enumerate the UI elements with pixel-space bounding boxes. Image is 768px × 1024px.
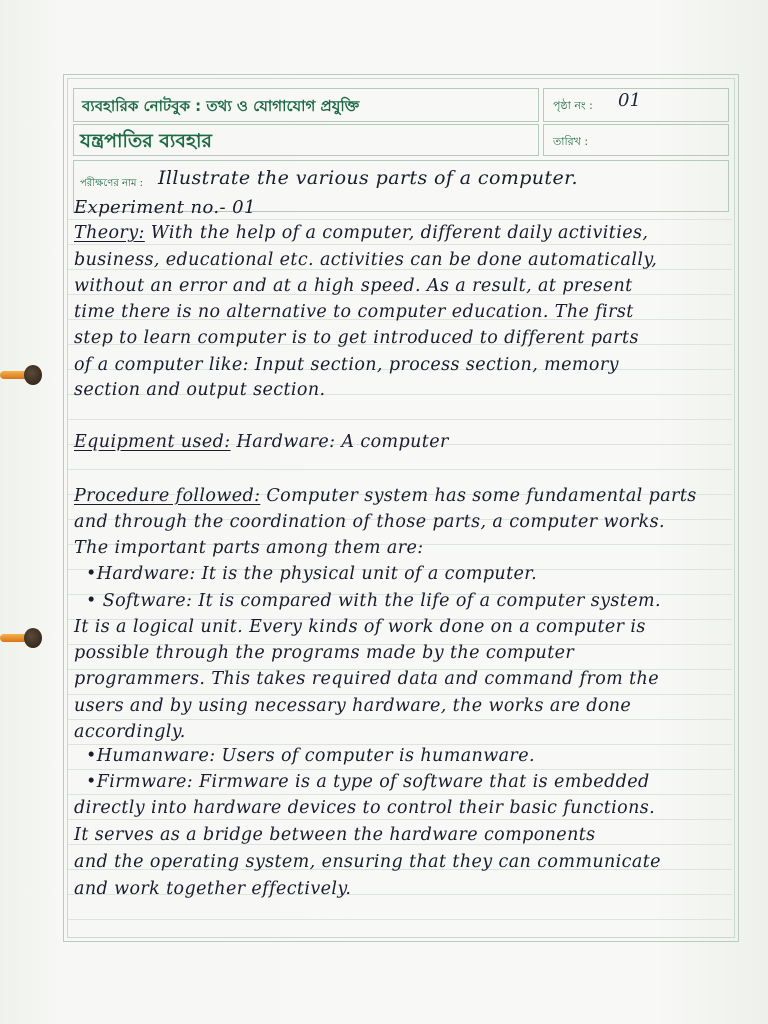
binder-ring-top [0,362,44,388]
procedure-heading: Procedure followed: [74,486,261,506]
theory-heading: Theory: [74,223,145,243]
procedure-line-3: The important parts among them are: [74,538,424,558]
experiment-name-value: Illustrate the various parts of a computer. [158,167,578,189]
experiment-name-label: পরীক্ষণের নাম : [80,178,143,189]
procedure-text: Computer system has some fundamental parts [260,486,697,506]
firmware-bullet: •Firmware: Firmware is a type of software that is embedded [86,772,650,792]
notebook-title: ব্যবহারিক নোটবুক : তথ্য ও যোগাযোগ প্রযুক্তি [82,97,360,115]
date-label: তারিখ : [553,135,589,148]
procedure-line-13: directly into hardware devices to control their basic functions. [74,798,656,818]
procedure-line-6: It is a logical unit. Every kinds of work done on a computer is [74,617,646,637]
page-number-value: 01 [618,90,641,111]
theory-line-5: step to learn computer is to get introduced to different parts [74,328,639,348]
theory-line-7: section and output section. [74,380,326,400]
procedure-line-9: users and by using necessary hardware, the works are done [74,696,632,716]
ruled-line [68,919,732,920]
theory-line-3: without an error and at a high speed. As a result, at present [74,276,633,296]
humanware-bullet: •Humanware: Users of computer is humanware. [86,746,535,766]
subject-title: যন্ত্রপাতির ব্যবহার [80,130,212,152]
procedure-line-1 [74,486,697,506]
ruled-line [68,694,732,695]
ruled-line [68,469,732,470]
procedure-line-14: It serves as a bridge between the hardware components [74,825,596,845]
binder-ring-bottom [0,625,44,651]
ring-hole [24,365,42,385]
hardware-bullet: •Hardware: It is the physical unit of a computer. [86,564,538,584]
software-bullet: • Software: It is compared with the life of a computer system. [86,591,661,611]
theory-line-2: business, educational etc. activities can be done automatically, [74,250,658,270]
theory-line-6: of a computer like: Input section, process section, memory [74,355,619,375]
procedure-line-8: programmers. This takes required data and command from the [74,669,659,689]
page-number-label: পৃষ্ঠা নং : [553,99,593,112]
ruled-line [68,244,732,245]
procedure-line-2: and through the coordination of those parts, a computer works. [74,512,665,532]
ruled-line [68,219,732,220]
theory-text: With the help of a computer, different daily activities, [144,223,649,243]
equipment-line [74,432,449,452]
ruled-line [68,819,732,820]
theory-line-1 [74,223,648,243]
procedure-line-10: accordingly. [74,722,186,742]
procedure-line-7: possible through the programs made by the computer [74,643,575,663]
theory-line-4: time there is no alternative to computer education. The first [74,302,634,322]
experiment-number: Experiment no.- 01 [74,197,256,218]
procedure-line-15: and the operating system, ensuring that they can communicate [74,852,661,872]
equipment-heading: Equipment used: [74,432,231,452]
procedure-line-16: and work together effectively. [74,879,352,899]
ring-hole [24,628,42,648]
equipment-text: Hardware: A computer [230,432,449,452]
ruled-line [68,419,732,420]
ruled-line [68,719,732,720]
ruled-line [68,769,732,770]
ruled-line [68,744,732,745]
ruled-line [68,794,732,795]
